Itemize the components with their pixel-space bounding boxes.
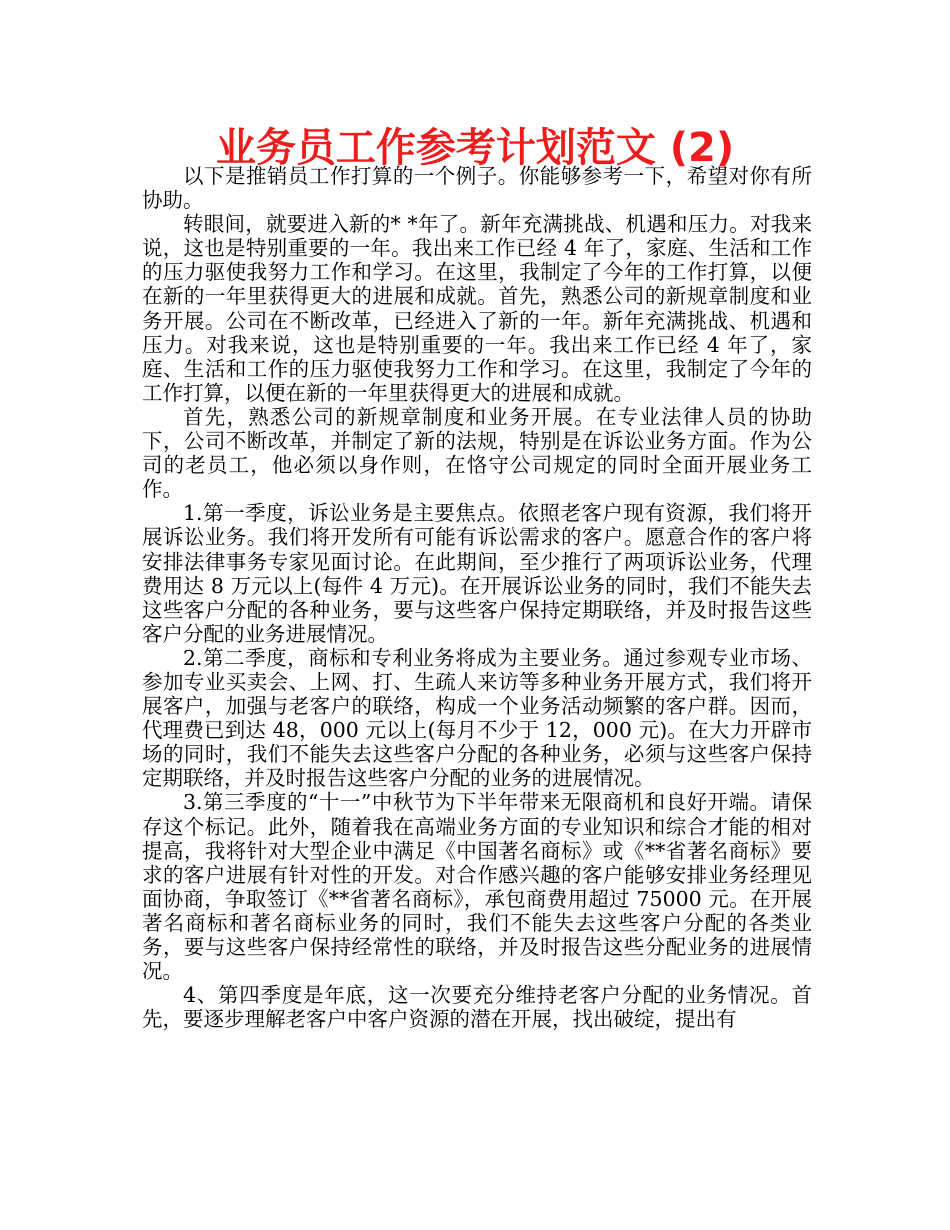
- document-body: [142, 164, 812, 1031]
- paragraph: 4、第四季度是年底，这一次要充分维持老客户分配的业务情况。首先，要逐步理解老客户中客户资源的潜在开展，找出破绽，提出有: [142, 983, 812, 1032]
- paragraph: 3.第三季度的“十一”中秋节为下半年带来无限商机和良好开端。请保存这个标记。此外，随着我在高端业务方面的专业知识和综合才能的相对提高，我将针对大型企业中满足《中国著名商标》或《**省著名商标》要求的客户进展有针对性的开发。对合作感兴趣的客户能够安排业务经理见面协商，争取签订《**省著名商标》，承包商费用超过 75000 元。在开展著名商标和著名商标业务的同时，我们不能失去这些客户分配的各类业务，要与这些客户保持经常性的联络，并及时报告这些分配业务的进展情况。: [142, 790, 812, 984]
- paragraph: 2.第二季度，商标和专利业务将成为主要业务。通过参观专业市场、参加专业买卖会、上网、打、生疏人来访等多种业务开展方式，我们将开展客户，加强与老客户的联络，构成一个业务活动频繁的客户群。因而，代理费已到达 48，000 元以上(每月不少于 12，000 元)。在大力开辟市场的同时，我们不能失去这些客户分配的各种业务，必须与这些客户保持定期联络，并及时报告这些客户分配的业务的进展情况。: [142, 645, 812, 791]
- paragraph: 以下是推销员工作打算的一个例子。你能够参考一下，希望对你有所协助。: [142, 164, 812, 213]
- paragraph: 首先，熟悉公司的新规章制度和业务开展。在专业法律人员的协助下，公司不断改革，并制定了新的法规，特别是在诉讼业务方面。作为公司的老员工，他必须以身作则，在恪守公司规定的同时全面开展业务工作。: [142, 404, 812, 502]
- paragraph: 转眼间，就要进入新的* *年了。新年充满挑战、机遇和压力。对我来说，这也是特别重要的一年。我出来工作已经 4 年了，家庭、生活和工作的压力驱使我努力工作和学习。在这里，我制定了今年的工作打算，以便在新的一年里获得更大的进展和成就。首先，熟悉公司的新规章制度和业务开展。公司在不断改革，已经进入了新的一年。新年充满挑战、机遇和压力。对我来说，这也是特别重要的一年。我出来工作已经 4 年了，家庭、生活和工作的压力驱使我努力工作和学习。在这里，我制定了今年的工作打算，以便在新的一年里获得更大的进展和成就。: [142, 212, 812, 405]
- paragraph: 1.第一季度，诉讼业务是主要焦点。依照老客户现有资源，我们将开展诉讼业务。我们将开发所有可能有诉讼需求的客户。愿意合作的客户将安排法律事务专家见面讨论。在此期间，至少推行了两项诉讼业务，代理费用达 8 万元以上(每件 4 万元)。在开展诉讼业务的同时，我们不能失去这些客户分配的各种业务，要与这些客户保持定期联络，并及时报告这些客户分配的业务进展情况。: [142, 501, 812, 646]
- document-title: 业务员工作参考计划范文 (2): [215, 125, 735, 171]
